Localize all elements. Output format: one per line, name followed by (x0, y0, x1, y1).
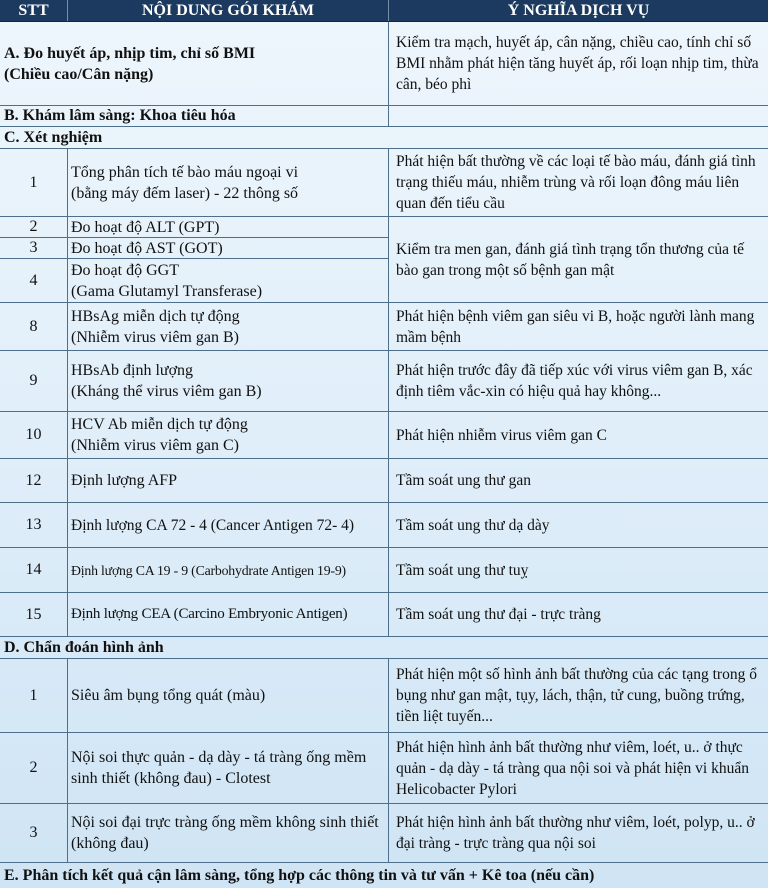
row-stt: 15 (0, 593, 68, 636)
table-row (0, 303, 768, 351)
row-meaning: Phát hiện nhiễm virus viêm gan C (396, 426, 607, 444)
table-row (0, 503, 768, 548)
row-content: HBsAb định lượng (Kháng thể virus viêm gan B) (71, 362, 262, 400)
row-stt: 12 (0, 459, 68, 502)
row-meaning: Phát hiện bệnh viêm gan siêu vi B, hoặc người lành mang mầm bệnh (396, 307, 755, 346)
row-content: Định lượng CEA (Carcino Embryonic Antigen) (68, 593, 389, 636)
header-meaning: Ý NGHĨA DỊCH VỤ (507, 2, 650, 19)
section-a-meaning: Kiểm tra mạch, huyết áp, cân nặng, chiều cao, tính chỉ số BMI nhằm phát hiện tăng huyết áp, rối loạn nhịp tim, thừa cân, béo phì (396, 34, 759, 93)
section-e-title: E. Phân tích kết quả cận lâm sàng, tổng hợp các thông tin và tư vấn + Kê toa (nếu cần) (4, 866, 595, 884)
table-row (0, 351, 768, 412)
row-stt: 13 (0, 503, 68, 547)
liver-meaning: Kiểm tra men gan, đánh giá tình trạng tổn thương của tế bào gan trong một số bệnh gan mật (396, 241, 745, 279)
row-content: Đo hoạt độ GGT (Gama Glutamyl Transferase) (71, 261, 263, 300)
row-content: Định lượng CA 19 - 9 (Carbohydrate Antigen 19-9) (68, 548, 389, 592)
row-meaning: Tầm soát ung thư dạ dày (396, 516, 550, 534)
section-a-row (0, 22, 768, 106)
section-e-row (0, 863, 768, 888)
table-row (0, 804, 768, 863)
table-row (0, 149, 768, 217)
row-stt: 1 (0, 149, 68, 216)
header-stt: STT (0, 0, 68, 21)
section-b-title: B. Khám lâm sàng: Khoa tiêu hóa (0, 106, 389, 126)
row-meaning: Tầm soát ung thư đại - trực tràng (396, 606, 601, 623)
row-content: Định lượng CA 72 - 4 (Cancer Antigen 72- 4) (68, 503, 389, 547)
table-row (0, 459, 768, 503)
table-row (0, 548, 768, 593)
row-content: Định lượng AFP (68, 459, 389, 502)
row-stt: 2 (0, 733, 68, 803)
row-stt: 3 (0, 804, 68, 862)
row-content: Siêu âm bụng tổng quát (màu) (68, 659, 389, 732)
row-content: Nội soi thực quản - dạ dày - tá tràng ống mềm sinh thiết (không đau) - Clotest (68, 733, 389, 803)
section-d-row (0, 637, 768, 659)
table-row (0, 412, 768, 459)
row-content: Đo hoạt độ AST (GOT) (68, 238, 389, 259)
row-stt: 4 (0, 259, 68, 302)
section-d-title: D. Chẩn đoán hình ảnh (4, 638, 164, 656)
section-c-row (0, 127, 768, 149)
row-meaning: Phát hiện trước đây đã tiếp xúc với virus viêm gan B, xác định tiêm vắc-xin có hiệu quả hay không... (396, 362, 753, 400)
row-stt: 8 (0, 303, 68, 350)
table-row (0, 593, 768, 637)
row-stt: 9 (0, 351, 68, 411)
section-a-title: A. Đo huyết áp, nhịp tim, chỉ số BMI (Chiều cao/Cân nặng) (4, 44, 256, 83)
table-header (0, 0, 768, 22)
row-content: HBsAg miễn dịch tự động (Nhiễm virus viêm gan B) (71, 307, 240, 346)
row-content: HCV Ab miễn dịch tự động (Nhiễm virus viêm gan C) (71, 416, 248, 454)
header-content: NỘI DUNG GÓI KHÁM (68, 0, 389, 21)
section-c-title: C. Xét nghiệm (4, 128, 103, 146)
row-meaning: Phát hiện bất thường về các loại tế bào máu, đánh giá tình trạng thiếu máu, nhiễm trùng và rối loạn đông máu liên quan đến tiểu cầu (396, 153, 756, 212)
row-meaning: Tầm soát ung thư tuỵ (396, 561, 529, 579)
row-meaning: Phát hiện một số hình ảnh bất thường của các tạng trong ổ bụng như gan mật, tụy, lách, thận, tử cung, buồng trứng, tiền liệt tuyến... (396, 666, 757, 725)
row-content: Tổng phân tích tế bào máu ngoại vi (bằng máy đếm laser) - 22 thông số (71, 163, 299, 202)
row-stt: 1 (0, 659, 68, 732)
row-content: Đo hoạt độ ALT (GPT) (68, 217, 389, 238)
row-stt: 2 (0, 217, 68, 238)
row-stt: 10 (0, 412, 68, 458)
row-meaning: Phát hiện hình ảnh bất thường như viêm, loét, u.. ở thực quản - dạ dày - tá tràng qua nội soi và phát hiện vi khuẩn Helicobacter Pylori (396, 738, 749, 798)
row-content: Nội soi đại trực tràng ống mềm không sinh thiết (không đau) (68, 804, 389, 862)
row-stt: 3 (0, 238, 68, 259)
row-meaning: Tầm soát ung thư gan (396, 472, 531, 489)
table-row (0, 659, 768, 733)
section-b-row (0, 106, 768, 127)
row-meaning: Phát hiện hình ảnh bất thường như viêm, loét, polyp, u.. ở đại tràng - trực tràng qua nội soi (396, 814, 755, 852)
table-row (0, 733, 768, 804)
row-stt: 14 (0, 548, 68, 592)
